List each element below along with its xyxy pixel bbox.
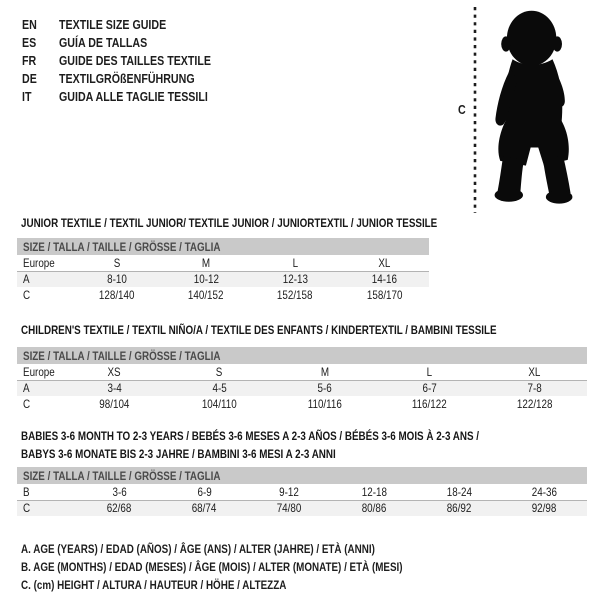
language-list bbox=[22, 15, 244, 105]
size-cell: 128/140 bbox=[98, 288, 135, 302]
size-cell: 140/152 bbox=[188, 288, 224, 302]
size-cell: 12-18 bbox=[361, 484, 388, 499]
size-cell: 68/74 bbox=[162, 500, 247, 516]
babies-title-line2: BABYS 3-6 MONATE BIS 2-3 JAHRE / BAMBINI 3-6 MESI A 2-3 ANNI bbox=[21, 447, 336, 461]
table-row bbox=[17, 500, 587, 516]
language-code: DE bbox=[22, 70, 37, 86]
size-cell: 122/128 bbox=[516, 397, 553, 411]
size-cell: M bbox=[320, 364, 329, 379]
size-cell: 5-6 bbox=[272, 380, 377, 396]
size-cell: 8-10 bbox=[72, 271, 161, 287]
language-row bbox=[22, 87, 244, 105]
table-row bbox=[17, 271, 429, 287]
size-cell: 18-24 bbox=[446, 484, 473, 499]
row-label: C bbox=[23, 397, 31, 411]
size-cell: 62/68 bbox=[77, 500, 162, 516]
size-cell: XL bbox=[378, 255, 391, 270]
table-row bbox=[17, 364, 587, 380]
size-cell: 3-6 bbox=[112, 484, 127, 499]
table-row bbox=[17, 380, 587, 396]
size-cell: S bbox=[113, 255, 120, 270]
row-label: Europe bbox=[23, 364, 55, 379]
row-label: A bbox=[17, 380, 62, 396]
babies-section-title bbox=[21, 427, 580, 463]
table-row bbox=[17, 396, 587, 412]
legend-notes bbox=[21, 540, 486, 594]
language-title: GUIDE DES TAILLES TEXTILE bbox=[59, 52, 212, 68]
size-cell: 3-4 bbox=[62, 380, 167, 396]
size-cell: 80/86 bbox=[332, 500, 417, 516]
language-title: GUÍA DE TALLAS bbox=[59, 34, 148, 50]
size-cell: 6-7 bbox=[377, 380, 482, 396]
size-cell: M bbox=[201, 255, 210, 270]
baby-measure-figure bbox=[452, 4, 587, 216]
language-title: TEXTILE SIZE GUIDE bbox=[59, 16, 167, 32]
language-row bbox=[22, 33, 244, 51]
language-code: ES bbox=[22, 34, 37, 50]
row-label: C bbox=[17, 500, 77, 516]
babies-size-table bbox=[17, 467, 587, 516]
size-cell: 110/116 bbox=[307, 397, 342, 411]
language-row bbox=[22, 15, 244, 33]
size-header-bar: SIZE / TALLA / TAILLE / GRÖSSE / TAGLIA bbox=[17, 347, 587, 364]
size-cell: 74/80 bbox=[247, 500, 332, 516]
table-row bbox=[17, 255, 429, 271]
baby-silhouette-icon bbox=[452, 4, 587, 216]
size-header-bar: SIZE / TALLA / TAILLE / GRÖSSE / TAGLIA bbox=[17, 467, 587, 484]
language-title: GUIDA ALLE TAGLIE TESSILI bbox=[59, 88, 208, 104]
height-measure-label: C bbox=[458, 102, 466, 117]
children-size-table bbox=[17, 347, 587, 412]
language-code: IT bbox=[22, 88, 32, 104]
size-cell: XS bbox=[107, 364, 122, 379]
table-row bbox=[17, 287, 429, 303]
size-cell: 158/170 bbox=[366, 288, 403, 302]
size-cell: 98/104 bbox=[99, 397, 130, 411]
size-cell: L bbox=[292, 255, 298, 270]
table-row bbox=[17, 484, 587, 500]
note-height-cm: C. (cm) HEIGHT / ALTURA / HAUTEUR / HÖHE / ALTEZZA bbox=[21, 578, 287, 592]
language-row bbox=[22, 69, 244, 87]
size-cell: 6-9 bbox=[197, 484, 212, 499]
row-label: B bbox=[23, 484, 30, 499]
size-header-bar: SIZE / TALLA / TAILLE / GRÖSSE / TAGLIA bbox=[17, 238, 429, 255]
size-cell: 152/158 bbox=[277, 288, 313, 302]
language-title: TEXTILGRÖßENFÜHRUNG bbox=[59, 70, 195, 86]
size-cell: 10-12 bbox=[161, 271, 250, 287]
size-cell: 24-36 bbox=[531, 484, 558, 499]
size-cell: 7-8 bbox=[482, 380, 587, 396]
row-label: Europe bbox=[23, 255, 55, 270]
size-cell: 4-5 bbox=[167, 380, 272, 396]
language-code: FR bbox=[22, 52, 37, 68]
children-section-title: CHILDREN'S TEXTILE / TEXTIL NIÑO/A / TEXTILE DES ENFANTS / KINDERTEXTIL / BAMBINI TESSILE bbox=[21, 323, 497, 337]
row-label: C bbox=[23, 288, 31, 302]
size-cell: 9-12 bbox=[279, 484, 300, 499]
babies-title-line1: BABIES 3-6 MONTH TO 2-3 YEARS / BEBÉS 3-6 MESES A 2-3 AÑOS / BÉBÉS 3-6 MOIS À 2-3 ANS / bbox=[21, 429, 480, 443]
language-code: EN bbox=[22, 16, 37, 32]
language-row bbox=[22, 51, 244, 69]
size-cell: 104/110 bbox=[202, 397, 237, 411]
size-cell: 116/122 bbox=[412, 397, 447, 411]
size-cell: XL bbox=[528, 364, 541, 379]
size-cell: 92/98 bbox=[502, 500, 587, 516]
junior-section-title: JUNIOR TEXTILE / TEXTIL JUNIOR/ TEXTILE JUNIOR / JUNIORTEXTIL / JUNIOR TESSILE bbox=[21, 216, 438, 230]
junior-size-table bbox=[17, 238, 429, 303]
size-cell: 86/92 bbox=[417, 500, 502, 516]
note-age-years: A. AGE (YEARS) / EDAD (AÑOS) / ÂGE (ANS) / ALTER (JAHRE) / ETÀ (ANNI) bbox=[21, 542, 375, 556]
size-cell: L bbox=[426, 364, 433, 379]
size-cell: 14-16 bbox=[340, 271, 429, 287]
size-cell: S bbox=[216, 364, 223, 379]
note-age-months: B. AGE (MONTHS) / EDAD (MESES) / ÂGE (MOIS) / ALTER (MONATE) / ETÀ (MESI) bbox=[21, 560, 403, 574]
size-cell: 12-13 bbox=[251, 271, 340, 287]
row-label: A bbox=[17, 271, 72, 287]
